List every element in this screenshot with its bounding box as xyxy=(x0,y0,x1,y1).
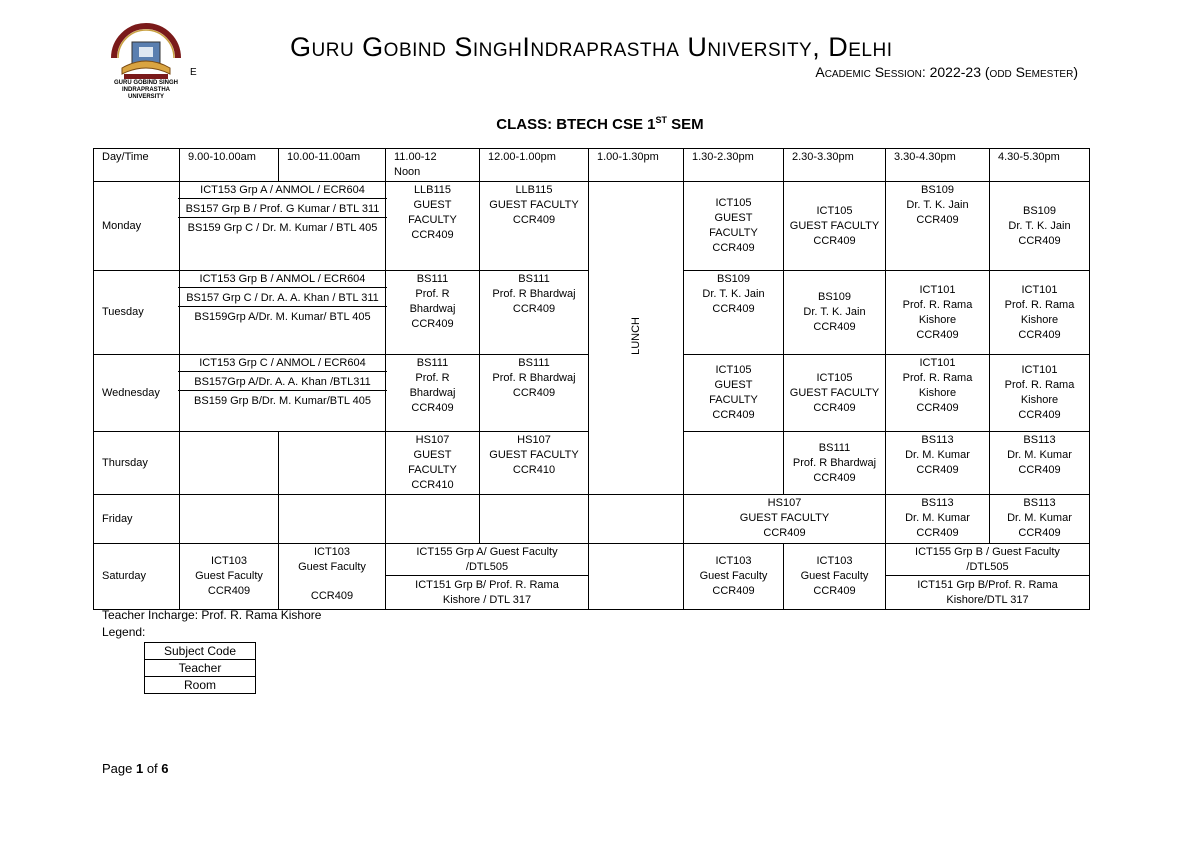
header-slot: 9.00-10.00am xyxy=(180,149,279,182)
class-cell xyxy=(279,544,386,610)
teacher: FACULTY xyxy=(408,464,457,476)
room: CCR409 xyxy=(310,590,354,602)
legend-label: Legend: xyxy=(102,625,146,639)
subject-code: ICT103 xyxy=(210,555,248,567)
empty-cell xyxy=(589,544,684,610)
teacher: Guest Faculty xyxy=(699,570,768,582)
teacher: Guest Faculty xyxy=(800,570,869,582)
class-cell xyxy=(684,355,784,432)
class-cell xyxy=(886,432,990,495)
room: CCR409 xyxy=(411,402,454,414)
teacher: Kishore xyxy=(918,387,957,399)
header-slot: 2.30-3.30pm xyxy=(784,149,886,182)
teacher: Kishore xyxy=(1020,313,1059,326)
teacher: Prof. R. Rama xyxy=(1004,379,1075,391)
class-cell xyxy=(990,432,1090,495)
room: CCR409 xyxy=(712,409,755,421)
empty-cell xyxy=(180,495,279,544)
teacher: GUEST xyxy=(413,199,452,211)
day-label: Tuesday xyxy=(94,271,180,355)
room: CCR410 xyxy=(512,464,556,476)
header-slot: 10.00-11.00am xyxy=(279,149,386,182)
room: CCR409 xyxy=(916,402,959,414)
room: CCR409 xyxy=(512,387,556,399)
room: CCR410 xyxy=(411,479,454,491)
room: CCR409 xyxy=(1018,234,1061,247)
subject-code: HS107 xyxy=(415,434,450,446)
teacher: GUEST FACULTY xyxy=(739,512,830,524)
legend-subject-code: Subject Code xyxy=(145,643,256,660)
class-title-text: CLASS: BTECH CSE 1 xyxy=(496,116,656,133)
header-slot-line: 11.00-12 xyxy=(394,151,437,163)
page-current: 1 xyxy=(135,761,144,776)
subject-code: BS113 xyxy=(921,497,954,509)
class-cell xyxy=(684,182,784,271)
room: CCR409 xyxy=(916,527,959,539)
subject-code: ICT105 xyxy=(715,197,752,209)
room: CCR409 xyxy=(1018,464,1061,476)
subject-code: BS111 xyxy=(518,357,550,369)
teacher: Guest Faculty xyxy=(298,561,366,573)
teacher: Bhardwaj xyxy=(409,387,456,399)
class-cell xyxy=(386,182,480,271)
header-slot xyxy=(386,149,480,182)
group-cell xyxy=(180,355,386,432)
teacher: GUEST FACULTY xyxy=(789,386,880,399)
class-cell xyxy=(990,495,1090,544)
subject-code: BS113 xyxy=(921,434,954,446)
empty-cell xyxy=(279,495,386,544)
room: CCR409 xyxy=(411,229,454,241)
group-entry: BS157 Grp C / Dr. A. A. Khan / BTL 311 xyxy=(178,287,387,306)
subject-code: BS113 xyxy=(1023,497,1056,509)
teacher: Prof. R. Rama xyxy=(902,372,973,384)
class-cell xyxy=(990,182,1090,271)
header-slot-line: Noon xyxy=(394,166,421,178)
subject-code: LLB115 xyxy=(515,184,553,196)
room: CCR409 xyxy=(813,234,856,247)
group-entry: BS159Grp A/Dr. M. Kumar/ BTL 405 xyxy=(178,306,387,325)
room: CCR409 xyxy=(1018,328,1061,341)
subject-code: ICT101 xyxy=(919,357,956,369)
subject-code: ICT101 xyxy=(1021,283,1058,296)
day-label: Saturday xyxy=(94,544,180,610)
group-cell xyxy=(886,544,1090,610)
class-cell xyxy=(180,544,279,610)
class-cell xyxy=(990,355,1090,432)
teacher: Prof. R. Rama xyxy=(902,298,973,311)
header-slot: 3.30-4.30pm xyxy=(886,149,990,182)
header-slot: 1.30-2.30pm xyxy=(684,149,784,182)
day-label: Monday xyxy=(94,182,180,271)
stray-mark: E xyxy=(190,67,197,78)
teacher: Dr. M. Kumar xyxy=(905,449,970,461)
logo-caption-line: UNIVERSITY xyxy=(127,94,164,100)
page-total: 6 xyxy=(161,761,169,776)
class-cell xyxy=(784,544,886,610)
room: CCR409 xyxy=(1018,527,1061,539)
row-friday xyxy=(94,495,1090,544)
header-row xyxy=(94,149,1090,182)
class-cell xyxy=(684,544,784,610)
teacher: Bhardwaj xyxy=(409,303,456,315)
logo-caption-line: GURU GOBIND SINGH xyxy=(113,80,178,86)
teacher: Prof. R Bhardwaj xyxy=(492,288,576,300)
subject-code: BS109 xyxy=(1022,204,1057,217)
teacher: FACULTY xyxy=(709,394,758,406)
empty-cell xyxy=(589,495,684,544)
room: CCR409 xyxy=(916,464,959,476)
subject-code: ICT103 xyxy=(816,555,853,567)
day-label: Friday xyxy=(94,495,180,544)
class-cell xyxy=(480,271,589,355)
class-cell xyxy=(886,495,990,544)
room: CCR409 xyxy=(712,242,755,254)
teacher: FACULTY xyxy=(408,214,457,226)
subject-code: ICT101 xyxy=(919,283,956,296)
room: CCR409 xyxy=(916,214,959,226)
group-entry: BS157Grp A/Dr. A. A. Khan /BTL311 xyxy=(178,371,387,390)
day-label: Wednesday xyxy=(94,355,180,432)
legend-room: Room xyxy=(145,677,256,694)
subject-code: BS111 xyxy=(416,273,449,285)
class-cell xyxy=(886,355,990,432)
class-cell xyxy=(684,271,784,355)
room: CCR409 xyxy=(813,321,856,333)
subject-code: BS111 xyxy=(518,273,550,285)
teacher: GUEST xyxy=(714,379,753,391)
teacher: Kishore xyxy=(1020,394,1059,406)
teacher: Prof. R xyxy=(415,372,450,384)
room: CCR409 xyxy=(712,585,755,597)
page-mid: of xyxy=(143,761,162,776)
page-number xyxy=(102,761,169,776)
teacher: Guest Faculty xyxy=(195,570,263,582)
group-entry: ICT153 Grp C / ANMOL / ECR604 xyxy=(199,357,366,369)
header-day-time: Day/Time xyxy=(94,149,180,182)
subject-code: BS109 xyxy=(716,273,751,285)
university-title: Guru Gobind SinghIndraprastha University, Delhi xyxy=(290,32,893,62)
room: CCR409 xyxy=(207,585,251,597)
class-cell xyxy=(784,432,886,495)
timetable xyxy=(93,148,1090,610)
empty-cell xyxy=(279,432,386,495)
room: CCR409 xyxy=(512,303,556,315)
subject-code: ICT105 xyxy=(715,364,752,376)
room: CCR409 xyxy=(813,471,856,484)
empty-cell xyxy=(180,432,279,495)
row-saturday xyxy=(94,544,1090,610)
teacher: Dr. M. Kumar xyxy=(1007,449,1072,461)
teacher: Dr. M. Kumar xyxy=(905,512,970,524)
subject-code: BS111 xyxy=(416,357,449,369)
class-cell xyxy=(886,271,990,355)
room: CCR409 xyxy=(1018,409,1061,421)
subject-code: BS109 xyxy=(920,184,955,196)
group-entry: ICT155 Grp A/ Guest Faculty /DTL505 xyxy=(416,546,558,573)
class-cell xyxy=(784,355,886,432)
group-entry: BS159 Grp B/Dr. M. Kumar/BTL 405 xyxy=(178,390,387,409)
class-title-sup: ST xyxy=(655,115,667,125)
subject-code: BS113 xyxy=(1023,434,1056,446)
teacher: Prof. R Bhardwaj xyxy=(792,456,877,469)
teacher: Kishore xyxy=(918,313,957,326)
teacher: Prof. R. Rama xyxy=(1004,298,1075,311)
lunch-cell xyxy=(589,182,684,495)
subject-code: ICT103 xyxy=(715,555,752,567)
class-cell xyxy=(886,182,990,271)
teacher: FACULTY xyxy=(709,227,758,239)
group-entry: ICT153 Grp B / ANMOL / ECR604 xyxy=(199,273,366,285)
empty-cell xyxy=(480,495,589,544)
class-cell xyxy=(386,432,480,495)
room: CCR409 xyxy=(763,527,806,539)
room: CCR409 xyxy=(813,585,856,597)
logo-caption xyxy=(96,80,196,101)
subject-code: ICT103 xyxy=(313,546,351,558)
class-cell xyxy=(784,271,886,355)
teacher: Dr. T. K. Jain xyxy=(906,199,969,211)
header-slot: 4.30-5.30pm xyxy=(990,149,1090,182)
group-entry: ICT151 Grp B/ Prof. R. Rama Kishore / DTL 317 xyxy=(386,575,588,608)
class-title-suffix: SEM xyxy=(667,116,704,133)
empty-cell xyxy=(684,432,784,495)
group-cell xyxy=(180,182,386,271)
group-cell xyxy=(180,271,386,355)
class-cell xyxy=(480,355,589,432)
academic-session: Academic Session: 2022-23 (odd Semester) xyxy=(815,64,1078,80)
teacher: Dr. T. K. Jain xyxy=(1008,219,1071,232)
day-label: Thursday xyxy=(94,432,180,495)
class-cell xyxy=(784,182,886,271)
class-cell xyxy=(386,355,480,432)
teacher: GUEST FACULTY xyxy=(489,199,579,211)
group-entry: ICT155 Grp B / Guest Faculty /DTL505 xyxy=(915,546,1060,573)
empty-cell xyxy=(386,495,480,544)
class-cell xyxy=(386,271,480,355)
lunch-label: LUNCH xyxy=(629,316,642,355)
subject-code: HS107 xyxy=(517,434,551,446)
subject-code: ICT105 xyxy=(816,204,853,217)
header-slot: 12.00-1.00pm xyxy=(480,149,589,182)
group-entry: BS157 Grp B / Prof. G Kumar / BTL 311 xyxy=(178,198,387,217)
row-monday xyxy=(94,182,1090,271)
group-cell xyxy=(386,544,589,610)
teacher: GUEST FACULTY xyxy=(789,219,880,232)
room: CCR409 xyxy=(411,318,454,330)
group-entry: BS159 Grp C / Dr. M. Kumar / BTL 405 xyxy=(178,217,387,236)
teacher: GUEST xyxy=(714,212,753,224)
class-cell xyxy=(990,271,1090,355)
subject-code: BS109 xyxy=(817,291,852,303)
room: CCR409 xyxy=(813,401,856,414)
teacher: Dr. T. K. Jain xyxy=(803,306,866,318)
teacher: GUEST FACULTY xyxy=(489,449,579,461)
teacher: Dr. M. Kumar xyxy=(1007,512,1072,524)
room: CCR409 xyxy=(512,214,556,226)
teacher: Dr. T. K. Jain xyxy=(702,288,765,300)
group-entry: ICT153 Grp A / ANMOL / ECR604 xyxy=(200,184,365,196)
page-prefix: Page xyxy=(102,761,136,776)
teacher: GUEST xyxy=(413,449,452,461)
subject-code: HS107 xyxy=(767,497,802,509)
room: CCR409 xyxy=(712,303,755,315)
subject-code: ICT105 xyxy=(816,371,853,384)
header-slot: 1.00-1.30pm xyxy=(589,149,684,182)
class-title xyxy=(0,115,1200,133)
teacher: Prof. R xyxy=(415,288,450,300)
class-cell xyxy=(684,495,886,544)
legend-table xyxy=(144,642,256,694)
subject-code: BS111 xyxy=(818,441,851,454)
group-entry: ICT151 Grp B/Prof. R. Rama Kishore/DTL 317 xyxy=(886,575,1089,608)
teacher: Prof. R Bhardwaj xyxy=(492,372,576,384)
legend-teacher: Teacher xyxy=(145,660,256,677)
room: CCR409 xyxy=(916,328,959,341)
logo-caption-line: INDRAPRASTHA xyxy=(122,87,170,93)
class-cell xyxy=(480,182,589,271)
class-cell xyxy=(480,432,589,495)
subject-code: ICT101 xyxy=(1021,364,1058,376)
teacher-incharge: Teacher Incharge: Prof. R. Rama Kishore xyxy=(102,608,322,622)
subject-code: LLB115 xyxy=(413,184,452,196)
